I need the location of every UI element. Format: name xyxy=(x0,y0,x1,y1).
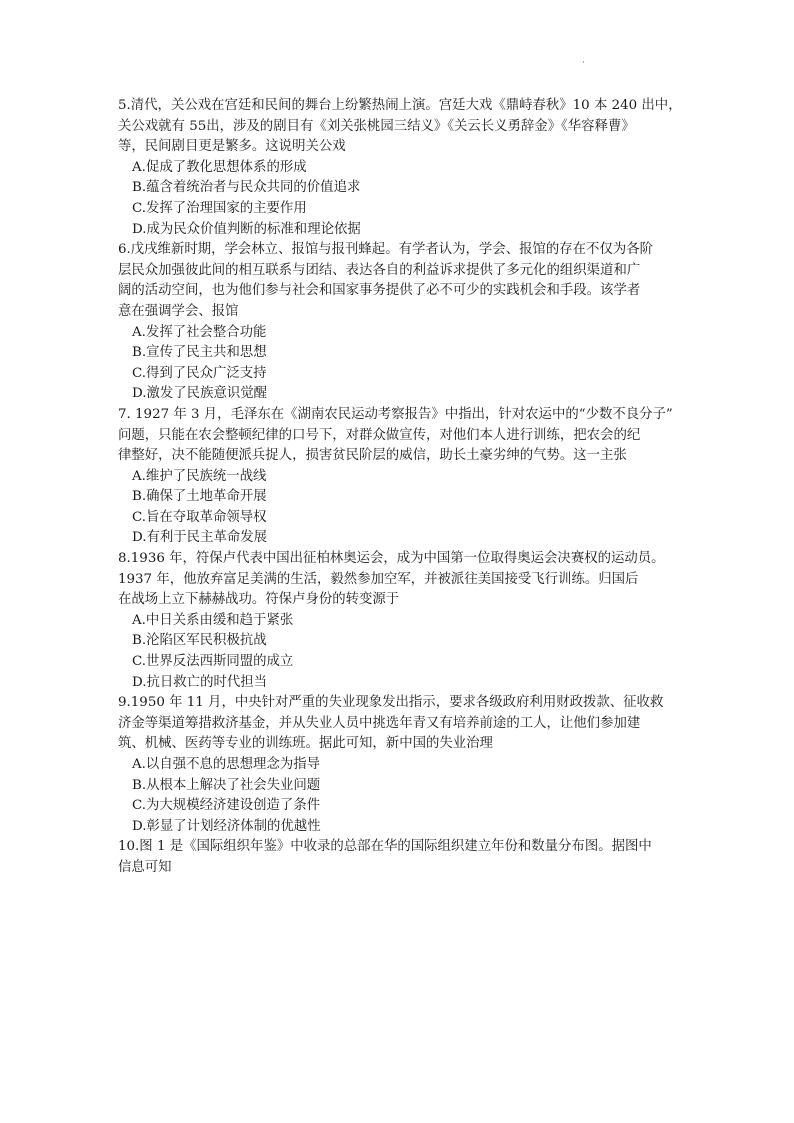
question-stem xyxy=(118,240,692,322)
stem-line: 筑、机械、医药等专业的训练班。据此可知，新中国的失业治理 xyxy=(118,736,493,752)
stem-line: 阔的活动空间，也为他们参与社会和国家事务提供了必不可少的实践机会和手段。该学者 xyxy=(118,283,641,299)
question-7 xyxy=(118,405,692,549)
question-8 xyxy=(118,549,692,693)
option-b: B.从根本上解决了社会失业问题 xyxy=(132,777,321,793)
option-c: C.为大规模经济建设创造了条件 xyxy=(132,798,321,814)
stem-line: 10.图 1 是《国际组织年鉴》中收录的总部在华的国际组织建立年份和数量分布图。据图中 xyxy=(118,839,652,855)
question-stem xyxy=(118,837,692,878)
option-b: B.沦陷区军民积极抗战 xyxy=(132,633,267,649)
question-stem xyxy=(118,549,692,611)
stem-line: 在战场上立下赫赫战功。符保卢身份的转变源于 xyxy=(118,592,400,608)
question-stem xyxy=(118,96,692,158)
option-b: B.蕴含着统治者与民众共同的价值追求 xyxy=(132,180,361,196)
option-b: B.宣传了民主共和思想 xyxy=(132,345,267,361)
stem-line: 6.戊戌维新时期，学会林立、报馆与报刊蜂起。有学者认为，学会、报馆的存在不仅为各阶 xyxy=(118,242,654,258)
option-c: C.得到了民众广泛支持 xyxy=(132,365,267,381)
option-a: A.中日关系由缓和趋于紧张 xyxy=(132,612,294,628)
question-9 xyxy=(118,693,692,837)
stem-line: 层民众加强彼此间的相互联系与团结、表达各自的利益诉求提供了多元化的组织渠道和广 xyxy=(118,262,641,278)
stem-line: 律整好，决不能随便派兵捉人，损害贫民阶层的威信，助长土豪劣绅的气势。这一主张 xyxy=(118,448,627,464)
stem-line: 意在强调学会、报馆 xyxy=(118,303,239,319)
option-a: A.维护了民族统一战线 xyxy=(132,468,267,484)
option-a: A.以自强不息的思想理念为指导 xyxy=(132,757,321,772)
option-d: D.抗日救亡的时代担当 xyxy=(132,674,268,690)
question-5 xyxy=(118,96,692,240)
stem-line: 8.1936 年，符保卢代表中国出征柏林奥运会，成为中国第一位取得奥运会决赛权的运动员。 xyxy=(118,551,665,567)
option-c: C.发挥了治理国家的主要作用 xyxy=(132,200,307,216)
option-d: D.彰显了计划经济体制的优越性 xyxy=(132,818,321,834)
stem-line: 问题，只能在农会整顿纪律的口号下，对群众做宣传，对他们本人进行训练，把农会的纪 xyxy=(118,427,641,443)
corner-mark: · xyxy=(582,58,585,68)
stem-line: 济金等渠道筹措救济基金，并从失业人员中挑选年青又有培养前途的工人，让他们参加建 xyxy=(118,715,641,731)
option-a: A.促成了教化思想体系的形成 xyxy=(132,159,307,175)
question-10 xyxy=(118,837,692,878)
option-d: D.成为民众价值判断的标准和理论依据 xyxy=(132,221,361,237)
stem-line: 5.清代，关公戏在宫廷和民间的舞台上纷繁热闹上演。宫廷大戏《鼎峙春秋》10 本 240 出中， xyxy=(118,98,682,113)
stem-line: 1937 年，他放弃富足美满的生活，毅然参加空军，并被派往美国接受飞行训练。归国后 xyxy=(118,571,639,587)
question-6 xyxy=(118,240,692,405)
stem-line: 7. 1927 年 3 月，毛泽东在《湖南农民运动考察报告》中指出，针对农运中的“少数不良分子” xyxy=(118,406,673,422)
option-c: C.旨在夺取革命领导权 xyxy=(132,509,267,525)
option-d: D.有利于民主革命发展 xyxy=(132,530,268,546)
stem-line: 9.1950 年 11 月，中央针对严重的失业现象发出指示，要求各级政府利用财政拨款、征收救 xyxy=(118,695,664,711)
option-d: D.激发了民族意识觉醒 xyxy=(132,386,268,402)
question-stem xyxy=(118,405,692,467)
option-a: A.发挥了社会整合功能 xyxy=(132,324,267,340)
stem-line: 关公戏就有 55出，涉及的剧目有《刘关张桃园三结义》《关云长义勇辞金》《华容释曹》 xyxy=(118,118,635,134)
option-c: C.世界反法西斯同盟的成立 xyxy=(132,654,294,670)
exam-page xyxy=(118,96,692,879)
stem-line: 信息可知 xyxy=(118,859,172,875)
stem-line: 等，民间剧目更是繁多。这说明关公戏 xyxy=(118,139,346,155)
question-stem xyxy=(118,693,692,755)
option-b: B.确保了土地革命开展 xyxy=(132,489,267,505)
